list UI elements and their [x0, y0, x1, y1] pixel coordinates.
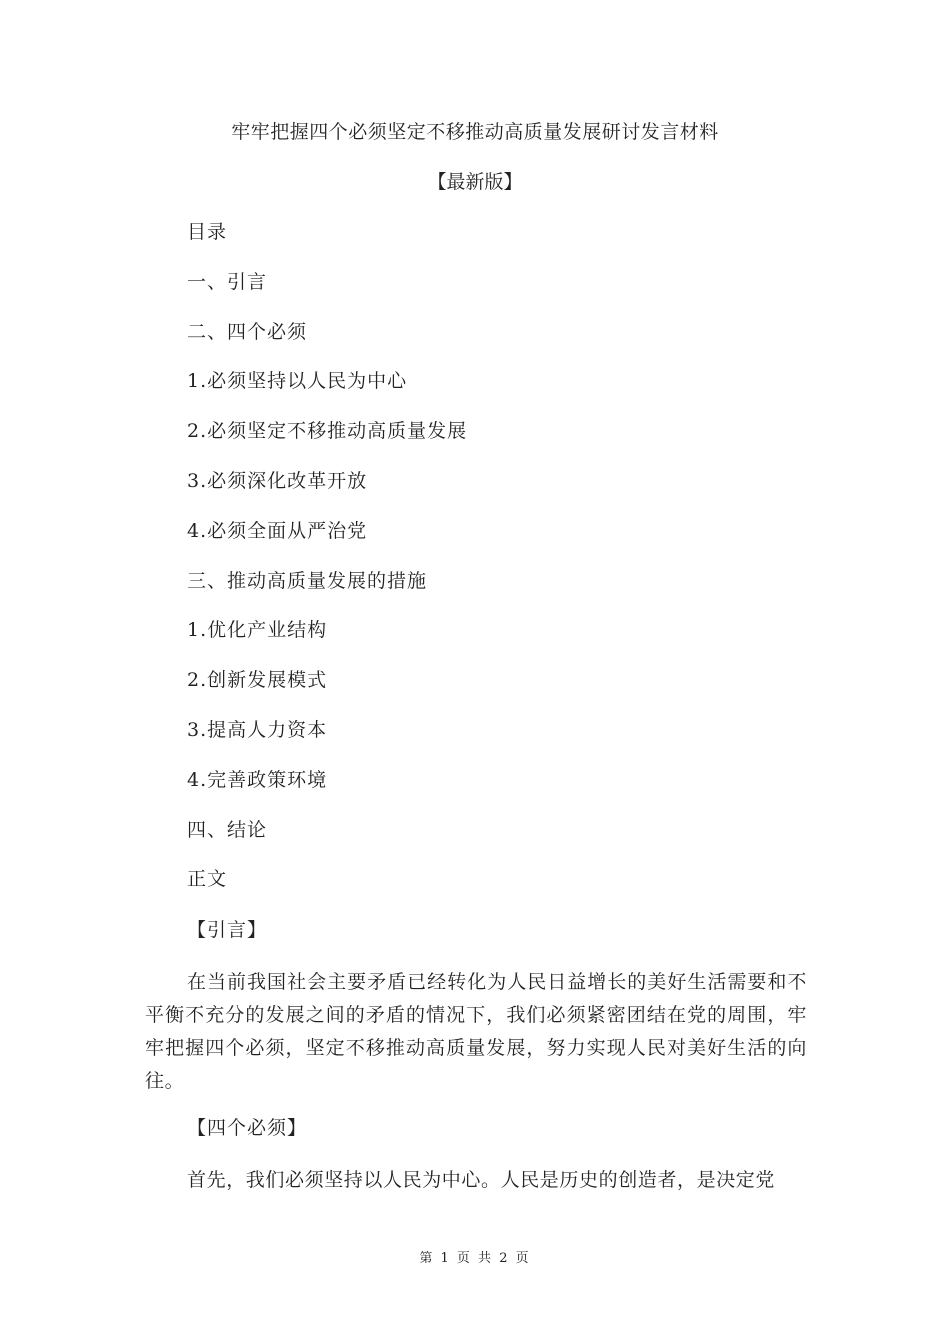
toc-item: 目录	[187, 221, 228, 243]
toc-item: 1.优化产业结构	[187, 619, 328, 642]
document-title: 牢牢把握四个必须坚定不移推动高质量发展研讨发言材料	[231, 121, 719, 143]
body-text	[145, 916, 807, 1197]
intro-paragraph: 在当前我国社会主要矛盾已经转化为人民日益增长的美好生活需要和不平衡不充分的发展之间的矛盾的情况下，我们必须紧密团结在党的周围，牢牢把握四个必须，坚定不移推动高质量发展，努力实现人民对美好生活的向往。	[145, 970, 807, 1092]
document-edition: 【最新版】	[427, 171, 523, 193]
section-heading-intro: 【引言】	[187, 919, 268, 941]
toc-item: 2.必须坚定不移推动高质量发展	[187, 420, 468, 443]
toc-item: 3.提高人力资本	[187, 718, 328, 741]
toc-item: 2.创新发展模式	[187, 669, 328, 692]
toc-item: 4.完善政策环境	[187, 768, 328, 791]
toc-item: 4.必须全面从严治党	[187, 519, 368, 542]
table-of-contents	[187, 218, 467, 915]
toc-item: 正文	[187, 868, 228, 891]
toc-item: 1.必须坚持以人民为中心	[187, 370, 408, 393]
toc-item: 一、引言	[187, 270, 268, 293]
toc-item: 二、四个必须	[187, 320, 308, 343]
section-heading-four-musts: 【四个必须】	[187, 1116, 308, 1139]
page-footer: 第 1 页 共 2 页	[419, 1251, 531, 1266]
toc-item: 四、结论	[187, 818, 268, 841]
toc-item: 3.必须深化改革开放	[187, 469, 368, 492]
four-musts-paragraph: 首先，我们必须坚持以人民为中心。人民是历史的创造者，是决定党	[187, 1168, 776, 1191]
toc-item: 三、推动高质量发展的措施	[187, 569, 428, 592]
